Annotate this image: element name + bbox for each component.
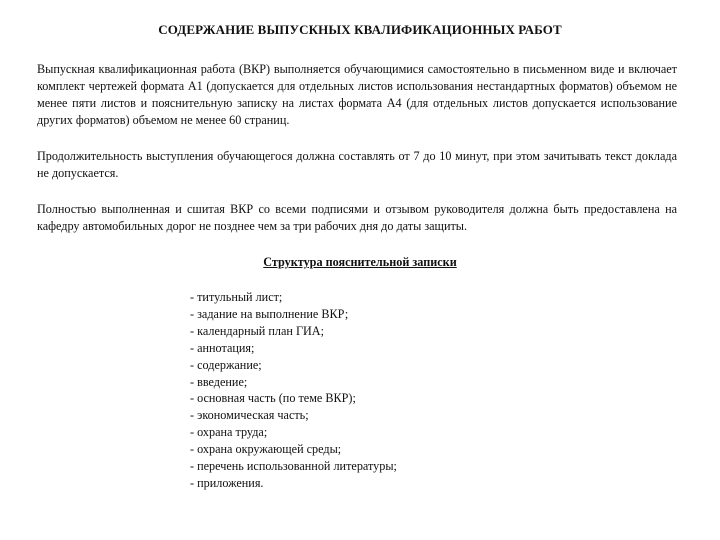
paragraph-requirements: Выпускная квалификационная работа (ВКР) выполняется обучающимися самостоятельно в письменном виде и включает комплект чертежей формата А1 (допускается для отдельных листов использования нестандартных форматов) объемом не менее пяти листов и пояснительную записку на листах формата А4 (для отдельных листов допускается использование других форматов) объемом не менее 60 страниц. — [37, 62, 677, 127]
list-item: - аннотация; — [190, 340, 255, 355]
structure-list — [190, 289, 397, 492]
page-title: СОДЕРЖАНИЕ ВЫПУСКНЫХ КВАЛИФИКАЦИОННЫХ РАБОТ — [158, 22, 562, 37]
list-item: - введение; — [190, 374, 248, 389]
list-item: - экономическая часть; — [190, 408, 309, 423]
paragraph-submission: Полностью выполненная и сшитая ВКР со всеми подписями и отзывом руководителя должна быть предоставлена на кафедру автомобильных дорог не позднее чем за три рабочих дня до даты защиты. — [37, 202, 677, 233]
section-subtitle: Структура пояснительной записки — [263, 255, 457, 269]
list-item: - титульный лист; — [190, 290, 283, 304]
list-item: - охрана труда; — [190, 425, 268, 440]
list-item: - приложения. — [190, 475, 264, 490]
list-item: - содержание; — [190, 357, 262, 372]
list-item: - основная часть (по теме ВКР); — [190, 391, 356, 406]
paragraph-duration: Продолжительность выступления обучающегося должна составлять от 7 до 10 минут, при этом зачитывать текст доклада не допускается. — [37, 149, 677, 180]
list-item: - охрана окружающей среды; — [190, 442, 342, 457]
list-item: - задание на выполнение ВКР; — [190, 306, 349, 321]
list-item: - перечень использованной литературы; — [190, 459, 397, 474]
list-item: - календарный план ГИА; — [190, 323, 324, 338]
